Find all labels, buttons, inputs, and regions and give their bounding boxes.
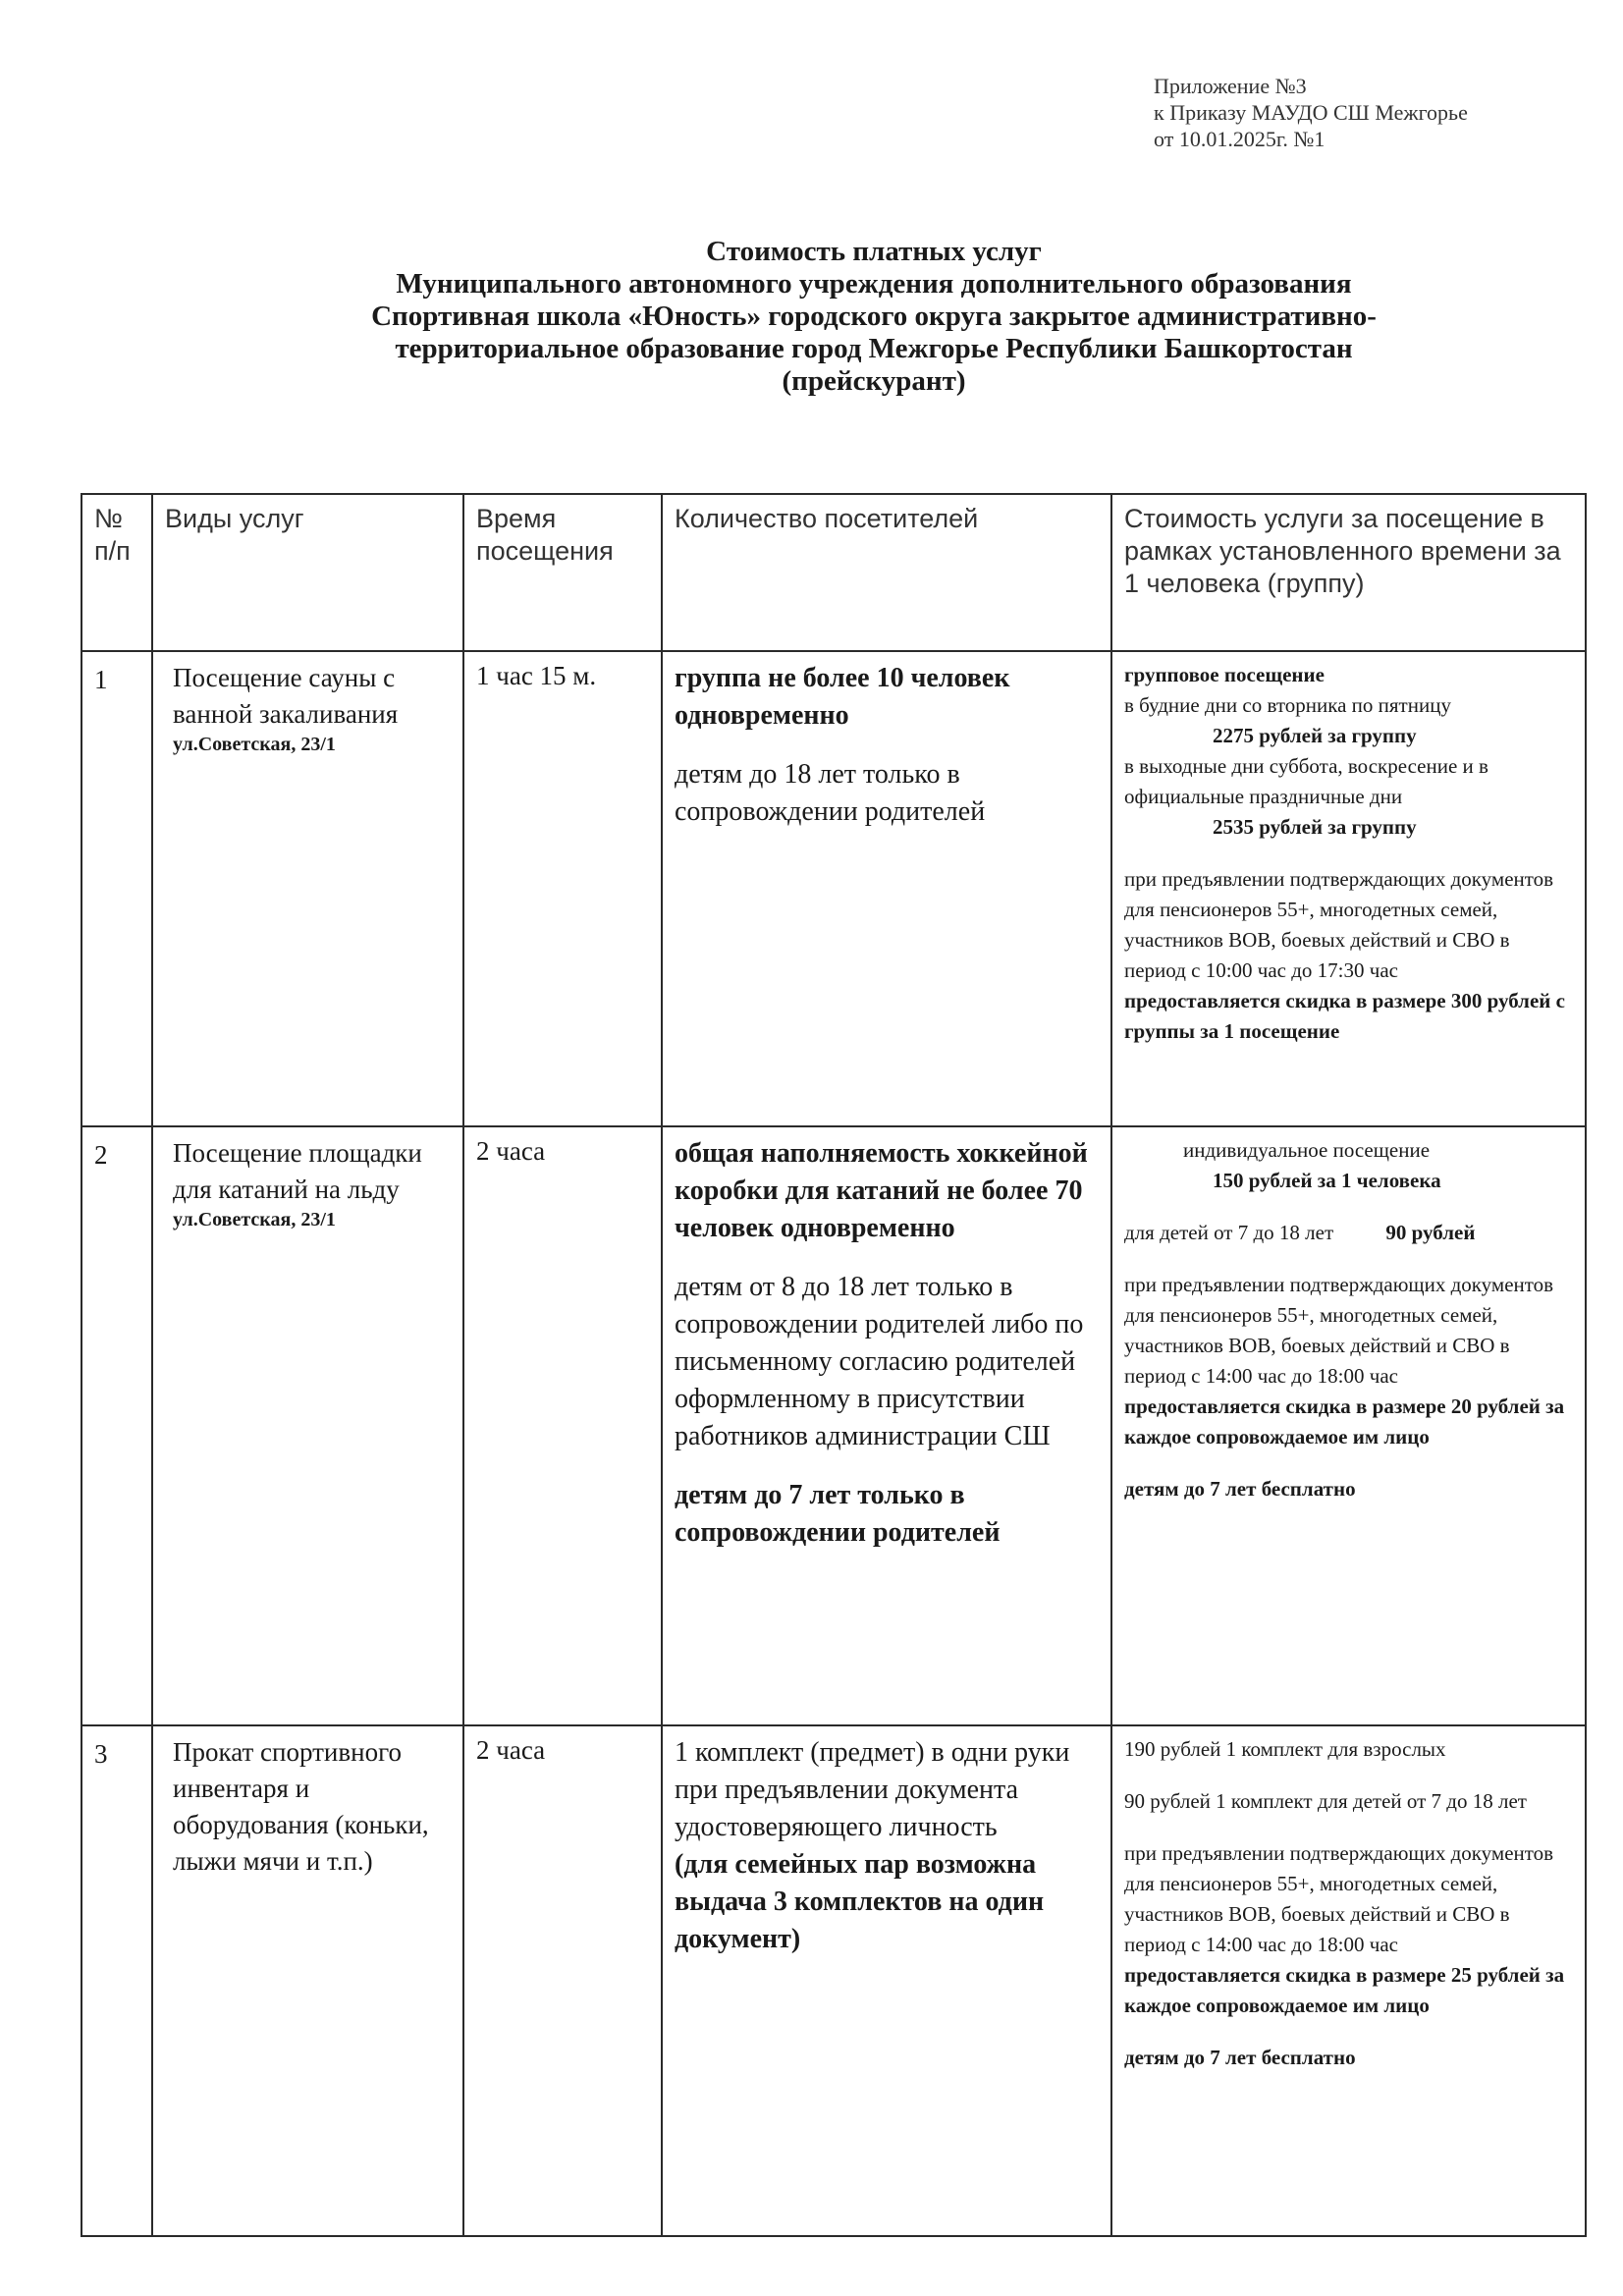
visitors-cell [662, 1126, 1111, 1725]
row-num: 3 [81, 1725, 152, 2236]
discount-text: при предъявлении подтверждающих документов для пенсионеров 55+, многодетных семей, участников ВОВ, боевых действий и СВО в период с 10:00 час до 17:30 час [1124, 867, 1554, 982]
header-time: Время посещения [463, 494, 662, 651]
cost-free-note: детям до 7 лет бесплатно [1124, 1477, 1356, 1501]
discount-amount: предоставляется скидка в размере 300 рублей с группы за 1 посещение [1124, 989, 1565, 1043]
cost-weekends-price: 2535 рублей за группу [1213, 815, 1417, 839]
service-address: ул.Советская, 23/1 [173, 1209, 336, 1230]
table-row [81, 1126, 1586, 1725]
visitors-note: детям от 8 до 18 лет только в сопровождении родителей либо по письменному согласию родителей оформленному в присутствии работников администрации СШ [675, 1272, 1084, 1451]
row-num: 1 [81, 651, 152, 1126]
cost-group-title: групповое посещение [1124, 663, 1325, 686]
header-num: № п/п [81, 494, 152, 651]
visitors-cell [662, 651, 1111, 1126]
service-address: ул.Советская, 23/1 [173, 734, 336, 755]
service-name: Посещение сауны с ванной закаливания [173, 663, 399, 729]
visitors-cell [662, 1725, 1111, 2236]
cost-individual-price: 150 рублей за 1 человека [1213, 1169, 1441, 1192]
visitors-family-note: (для семейных пар возможна выдача 3 комплектов на один документ) [675, 1849, 1045, 1954]
visitors-limit: общая наполняемость хоккейной коробки для катаний не более 70 человек одновременно [675, 1138, 1088, 1243]
cost-free-note: детям до 7 лет бесплатно [1124, 2046, 1356, 2069]
time-cell: 2 часа [463, 1126, 662, 1725]
visitors-note: детям до 18 лет только в сопровождении родителей [675, 759, 986, 827]
appendix-line-2: к Приказу МАУДО СШ Межгорье [1154, 100, 1468, 125]
cost-cell [1111, 1725, 1586, 2236]
appendix-line-1: Приложение №3 [1154, 74, 1307, 98]
discount-amount: предоставляется скидка в размере 25 рублей за каждое сопровождаемое им лицо [1124, 1963, 1565, 2017]
cost-weekdays: в будние дни со вторника по пятницу [1124, 693, 1451, 717]
cost-children-price: 90 рублей [1385, 1221, 1476, 1244]
appendix-note [1154, 73, 1468, 152]
discount-text: при предъявлении подтверждающих документов для пенсионеров 55+, многодетных семей, участников ВОВ, боевых действий и СВО в период с 14:00 час до 18:00 час [1124, 1841, 1554, 1956]
appendix-line-3: от 10.01.2025г. №1 [1154, 127, 1325, 151]
service-cell [152, 651, 463, 1126]
service-cell [152, 1126, 463, 1725]
service-name: Посещение площадки для катаний на льду [173, 1138, 422, 1204]
price-table [81, 493, 1587, 2237]
cost-children [1124, 1218, 1573, 1248]
visitors-rule: 1 комплект (предмет) в одни руки при предъявлении документа удостоверяющего личность [675, 1737, 1070, 1842]
discount-text: при предъявлении подтверждающих документов для пенсионеров 55+, многодетных семей, участников ВОВ, боевых действий и СВО в период с 14:00 час до 18:00 час [1124, 1273, 1554, 1388]
cost-children-label: для детей от 7 до 18 лет [1124, 1221, 1334, 1244]
title-line-4: территориальное образование город Межгорье Республики Башкортостан [395, 333, 1353, 364]
header-service: Виды услуг [152, 494, 463, 651]
header-visitors: Количество посетителей [662, 494, 1111, 651]
time-cell: 1 час 15 м. [463, 651, 662, 1126]
table-header-row [81, 494, 1586, 651]
cost-child: 90 рублей 1 комплект для детей от 7 до 18 лет [1124, 1789, 1527, 1813]
discount-amount: предоставляется скидка в размере 20 рублей за каждое сопровождаемое им лицо [1124, 1394, 1565, 1449]
service-cell [152, 1725, 463, 2236]
cost-adult: 190 рублей 1 комплект для взрослых [1124, 1737, 1446, 1761]
title-line-5: (прейскурант) [782, 365, 966, 397]
time-cell: 2 часа [463, 1725, 662, 2236]
visitors-limit: группа не более 10 человек одновременно [675, 663, 1010, 731]
title-line-2: Муниципального автономного учреждения дополнительного образования [396, 268, 1352, 300]
cost-cell [1111, 651, 1586, 1126]
title-line-1: Стоимость платных услуг [706, 236, 1042, 267]
table-row [81, 1725, 1586, 2236]
document-title [245, 236, 1502, 398]
cost-weekdays-price: 2275 рублей за группу [1213, 724, 1417, 747]
visitors-children-note: детям до 7 лет только в сопровождении родителей [675, 1480, 1001, 1548]
cost-individual-title: индивидуальное посещение [1183, 1138, 1431, 1162]
title-line-3: Спортивная школа «Юность» городского округа закрытое административно- [371, 301, 1377, 332]
service-name: Прокат спортивного инвентаря и оборудования (коньки, лыжи мячи и т.п.) [173, 1737, 429, 1876]
cost-cell [1111, 1126, 1586, 1725]
row-num: 2 [81, 1126, 152, 1725]
header-cost: Стоимость услуги за посещение в рамках установленного времени за 1 человека (группу) [1111, 494, 1586, 651]
cost-weekends: в выходные дни суббота, воскресение и в официальные праздничные дни [1124, 754, 1488, 808]
table-row [81, 651, 1586, 1126]
